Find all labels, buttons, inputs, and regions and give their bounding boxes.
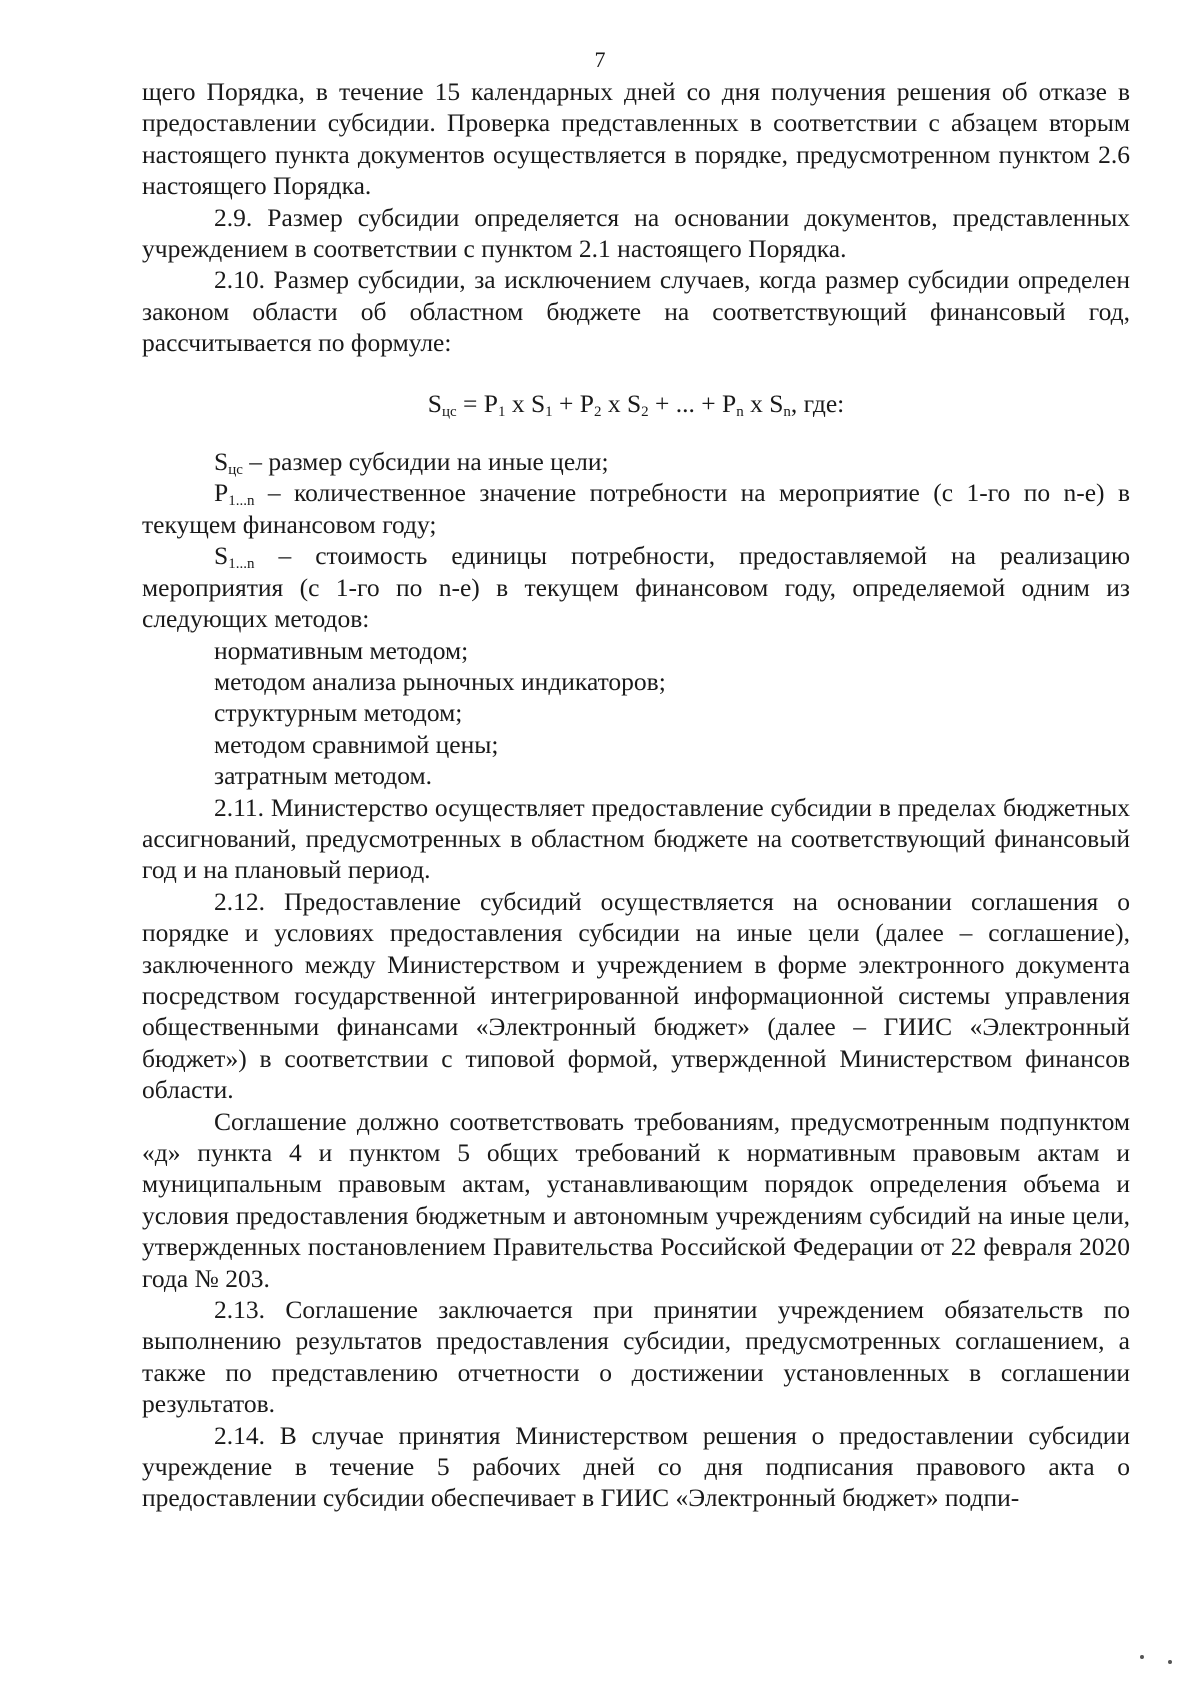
method-item: методом сравнимой цены; <box>214 729 499 759</box>
method-item: нормативным методом; <box>214 635 469 665</box>
paragraph-agreement-requirements: Соглашение должно соответствовать требованиям, предусмотренным подпунктом «д» пункта 4 и пунктом 5 общих требований к нормативным правовым актам и муниципальным правовым актам, устанавливающим порядок определения объема и условия предоставления бюджетным и автономным учреждениям субсидий на иные цели, утвержденных постановлением Правительства Российской Федерации от 22 февраля 2020 года № 203. <box>142 1106 1130 1293</box>
paragraph-2-14: 2.14. В случае принятия Министерством решения о предоставлении субсидии учреждение в течение 5 рабочих дней со дня подписания правового акта о предоставлении субсидии обеспечивает в ГИИС «Электронный бюджет» подпи- <box>142 1420 1130 1513</box>
subsidy-formula: $S_{цс} = P_1$ x $S_1 + P_2$ x $S_2$ + ... + $P_n$ x $S_n$, где: <box>427 388 845 420</box>
method-item: методом анализа рыночных индикаторов; <box>214 666 666 696</box>
page-number: 7 <box>594 47 606 72</box>
paragraph-continuation: щего Порядка, в течение 15 календарных дней со дня получения решения об отказе в предоставлении субсидии. Проверка представленных в соответствии с абзацем вторым настоящего пункта документов осуществляется в порядке, предусмотренном пунктом 2.6 настоящего Порядка. <box>142 77 1130 201</box>
paragraph-2-9: 2.9. Размер субсидии определяется на основании документов, представленных учреждением в соответствии с пунктом 2.1 настоящего Порядка. <box>142 202 1130 264</box>
paragraph-2-10: 2.10. Размер субсидии, за исключением случаев, когда размер субсидии определен законом области об областном бюджете на соответствующий финансовый год, рассчитывается по формуле: <box>142 265 1130 358</box>
paragraph-2-13: 2.13. Соглашение заключается при принятии учреждением обязательств по выполнению результатов предоставления субсидии, предусмотренных соглашением, а также по представлению отчетности о достижении установленных в соглашении результатов. <box>142 1295 1130 1419</box>
method-item: затратным методом. <box>214 761 433 791</box>
method-item: структурным методом; <box>214 698 463 728</box>
definition-s-cs: $S_{цс}$ – размер субсидии на иные цели; <box>214 447 609 479</box>
definition-s: $S_{1...n}$ – стоимость единицы потребности, предоставляемой на реализацию мероприятия (с 1-го по n-е) в текущем финансовом году, определяемой одним из следующих методов: <box>142 541 1130 634</box>
scan-speck <box>1168 1660 1172 1664</box>
paragraph-2-12: 2.12. Предоставление субсидий осуществляется на основании соглашения о порядке и условиях предоставления субсидии на иные цели (далее – соглашение), заключенного между Министерством и учреждением в форме электронного документа посредством государственной интегрированной информационной системы управления общественными финансами «Электронный бюджет» (далее – ГИИС «Электронный бюджет») в соответствии с типовой формой, утвержденной Министерством финансов области. <box>142 886 1130 1105</box>
scan-speck <box>1140 1655 1144 1659</box>
document-body <box>142 76 1130 1514</box>
paragraph-2-11: 2.11. Министерство осуществляет предоставление субсидии в пределах бюджетных ассигнований, предусмотренных в областном бюджете на соответствующий финансовый год и на плановый период. <box>142 792 1130 885</box>
definition-p: $P_{1...n}$ – количественное значение потребности на мероприятие (с 1-го по n-е) в текущем финансовом году; <box>142 478 1130 539</box>
